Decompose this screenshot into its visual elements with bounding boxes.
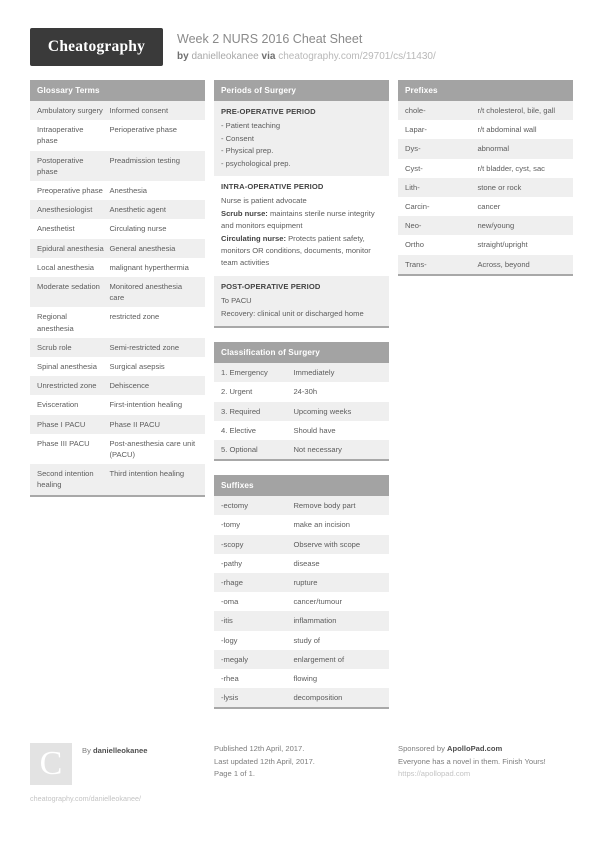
table-cell-definition: Dehiscence xyxy=(109,381,150,391)
table-cell-definition: study of xyxy=(293,635,321,645)
period-line: Recovery: clinical unit or discharged home xyxy=(221,308,364,318)
suffixes-rows xyxy=(214,496,389,707)
table-cell-definition: Post-anesthesia care unit (PACU) xyxy=(109,438,196,460)
table-cell-definition: cancer xyxy=(477,202,501,212)
footer-by-label: By xyxy=(82,746,91,756)
table-cell-term: -ectomy xyxy=(221,501,249,511)
table-cell-term: Carcin- xyxy=(405,202,430,212)
table-cell-term: -pathy xyxy=(221,558,243,568)
period-line: - Consent xyxy=(221,133,254,143)
footer-sponsor-url[interactable]: https://apollopad.com xyxy=(398,769,471,779)
period-block xyxy=(214,101,389,176)
table-row xyxy=(398,101,573,120)
prefixes-rows xyxy=(398,101,573,274)
table-cell-definition: Monitored anesthesia care xyxy=(109,282,183,303)
footer-author-text xyxy=(82,743,147,757)
table-cell-term: chole- xyxy=(405,106,426,115)
byline-by-label: by xyxy=(177,51,189,62)
table-cell-definition: new/young xyxy=(477,221,515,231)
table-cell-definition: straight/upright xyxy=(477,240,528,250)
page-footer xyxy=(0,723,600,804)
table-cell-term: Lapar- xyxy=(405,125,427,135)
table-row xyxy=(214,402,389,421)
card-prefixes xyxy=(398,80,573,276)
table-cell-definition: decomposition xyxy=(293,693,343,703)
footer-sponsor xyxy=(398,743,573,756)
table-cell-term: Phase I PACU xyxy=(37,419,86,429)
table-cell-definition: r/t bladder, cyst, sac xyxy=(477,163,545,173)
table-cell-definition: r/t cholesterol, bile, gall xyxy=(477,106,556,115)
footer-sponsor-tagline: Everyone has a novel in them. Finish Yours! xyxy=(398,756,546,766)
table-row xyxy=(214,496,389,515)
table-cell-term: Regional anesthesia xyxy=(37,312,74,333)
card-title-prefixes: Prefixes xyxy=(398,80,573,101)
table-row xyxy=(30,181,205,200)
table-cell-term: Evisceration xyxy=(37,400,79,410)
table-row xyxy=(30,120,205,150)
table-cell-definition: inflammation xyxy=(293,616,337,626)
table-cell-term: Lith- xyxy=(405,182,420,192)
table-row xyxy=(30,151,205,181)
table-cell-term: Intraoperative phase xyxy=(37,125,84,146)
table-cell-term: -rhea xyxy=(221,673,239,683)
table-cell-term: -logy xyxy=(221,635,238,645)
table-cell-definition: General anesthesia xyxy=(109,243,176,253)
byline-via-label: via xyxy=(261,51,276,62)
table-row xyxy=(214,669,389,688)
table-cell-term: -rhage xyxy=(221,577,243,587)
table-row xyxy=(30,239,205,258)
table-cell-definition: Not necessary xyxy=(293,444,342,454)
table-cell-definition: restricted zone xyxy=(109,312,160,322)
period-block xyxy=(214,176,389,276)
classification-rows xyxy=(214,363,389,459)
glossary-rows xyxy=(30,101,205,495)
table-cell-term: Scrub role xyxy=(37,342,72,352)
table-row xyxy=(214,535,389,554)
table-cell-term: Epidural anesthesia xyxy=(37,243,104,253)
table-cell-definition: Surgical asepsis xyxy=(109,362,165,372)
table-row xyxy=(30,464,205,494)
table-row xyxy=(214,611,389,630)
table-row xyxy=(398,197,573,216)
table-row xyxy=(30,200,205,219)
avatar: C xyxy=(30,743,72,785)
table-row xyxy=(214,650,389,669)
header-text-group xyxy=(177,28,436,63)
table-row xyxy=(398,159,573,178)
table-cell-term: -megaly xyxy=(221,654,249,664)
table-cell-term: Dys- xyxy=(405,144,421,154)
table-cell-term: Ambulatory surgery xyxy=(37,106,103,115)
table-cell-definition: make an incision xyxy=(293,520,350,530)
table-cell-term: -itis xyxy=(221,616,233,626)
table-cell-term: Second intention healing xyxy=(37,469,94,490)
periods-blocks xyxy=(214,101,389,326)
table-row xyxy=(214,440,389,459)
table-cell-term: Postoperative phase xyxy=(37,155,84,176)
card-title-periods-of-surgery: Periods of Surgery xyxy=(214,80,389,101)
table-cell-term: -scopy xyxy=(221,539,244,549)
table-cell-definition: rupture xyxy=(293,577,318,587)
byline-url[interactable]: cheatography.com/29701/cs/11430/ xyxy=(278,51,436,62)
table-row xyxy=(398,216,573,235)
table-cell-definition: Anesthetic agent xyxy=(109,205,167,215)
table-row xyxy=(30,434,205,464)
table-row xyxy=(30,395,205,414)
table-cell-definition: Upcoming weeks xyxy=(293,406,352,416)
table-cell-definition: enlargement of xyxy=(293,654,345,664)
table-cell-definition: flowing xyxy=(293,673,318,683)
table-row xyxy=(30,101,205,120)
table-row xyxy=(214,688,389,707)
table-row xyxy=(214,421,389,440)
footer-sponsor-column xyxy=(398,743,573,804)
table-cell-definition: Informed consent xyxy=(109,106,169,115)
table-cell-definition: Phase II PACU xyxy=(109,419,160,429)
byline-author[interactable]: danielleokanee xyxy=(191,51,259,62)
table-row xyxy=(30,219,205,238)
table-row xyxy=(30,415,205,434)
table-cell-term: 5. Optional xyxy=(221,444,258,454)
table-cell-definition: First-intention healing xyxy=(109,400,183,410)
table-cell-term: Moderate sedation xyxy=(37,282,100,292)
table-cell-definition: Across, beyond xyxy=(477,259,530,269)
period-heading: POST-OPERATIVE PERIOD xyxy=(221,281,321,291)
table-cell-term: Preoperative phase xyxy=(37,186,103,196)
page-header xyxy=(0,0,600,66)
footer-author-name[interactable]: danielleokanee xyxy=(93,746,148,756)
table-cell-definition: stone or rock xyxy=(477,182,522,192)
table-cell-term: -lysis xyxy=(221,693,239,703)
table-row xyxy=(30,258,205,277)
table-cell-term: Local anesthesia xyxy=(37,262,94,272)
table-cell-term: Trans- xyxy=(405,259,427,269)
table-cell-definition: 24-30h xyxy=(293,387,318,397)
table-row xyxy=(214,515,389,534)
footer-sponsor-prefix: Sponsored by xyxy=(398,744,445,754)
table-row xyxy=(214,631,389,650)
period-line: Circulating nurse: Protects patient safety, monitors OR conditions, documents, monitor team activities xyxy=(221,233,371,268)
table-row xyxy=(214,382,389,401)
footer-author xyxy=(30,743,205,785)
footer-publish-column xyxy=(214,743,389,804)
table-row xyxy=(398,255,573,274)
period-line: Scrub nurse: maintains sterile nurse integrity and monitors equipment xyxy=(221,208,375,231)
table-row xyxy=(398,178,573,197)
period-heading: INTRA-OPERATIVE PERIOD xyxy=(221,182,324,192)
table-cell-term: 3. Required xyxy=(221,406,261,416)
footer-pages: Page 1 of 1. xyxy=(214,769,255,779)
table-cell-term: 2. Urgent xyxy=(221,387,253,397)
table-cell-term: 1. Emergency xyxy=(221,368,268,378)
table-cell-definition: Observe with scope xyxy=(293,539,361,549)
period-line: - Physical prep. xyxy=(221,146,274,156)
table-cell-term: Cyst- xyxy=(405,163,423,173)
column-3 xyxy=(398,80,573,290)
table-cell-term: Phase III PACU xyxy=(37,438,90,448)
table-cell-definition: Anesthesia xyxy=(109,186,148,196)
card-title-glossary-terms: Glossary Terms xyxy=(30,80,205,101)
card-periods-of-surgery xyxy=(214,80,389,328)
cheatography-logo[interactable] xyxy=(30,28,163,66)
table-row xyxy=(214,573,389,592)
table-cell-term: -tomy xyxy=(221,520,240,530)
content-columns xyxy=(0,66,600,723)
table-cell-definition: Should have xyxy=(293,425,336,435)
table-cell-term: Spinal anesthesia xyxy=(37,362,97,372)
table-cell-term: Neo- xyxy=(405,221,422,231)
table-cell-term: Ortho xyxy=(405,240,424,250)
table-cell-definition: Third intention healing xyxy=(109,469,185,479)
byline xyxy=(177,50,436,63)
footer-published: Published 12th April, 2017. xyxy=(214,744,305,754)
table-cell-definition: r/t abdominal wall xyxy=(477,125,537,135)
table-row xyxy=(214,554,389,573)
table-cell-definition: cancer/tumour xyxy=(293,597,342,607)
period-line: Nurse is patient advocate xyxy=(221,196,307,206)
table-row xyxy=(30,357,205,376)
table-row xyxy=(30,277,205,307)
table-row xyxy=(398,235,573,254)
table-row xyxy=(30,338,205,357)
period-line: - Patient teaching xyxy=(221,121,281,131)
table-cell-definition: Immediately xyxy=(293,368,335,378)
period-line: - psychological prep. xyxy=(221,158,291,168)
table-row xyxy=(30,376,205,395)
column-2 xyxy=(214,80,389,723)
table-cell-definition: Circulating nurse xyxy=(109,224,167,234)
table-cell-definition: abnormal xyxy=(477,144,510,154)
table-cell-definition: malignant hyperthermia xyxy=(109,262,189,272)
table-cell-definition: Semi-restricted zone xyxy=(109,342,180,352)
table-cell-definition: disease xyxy=(293,558,320,568)
table-row xyxy=(30,307,205,337)
table-row xyxy=(398,139,573,158)
period-heading: PRE-OPERATIVE PERIOD xyxy=(221,107,316,116)
table-row xyxy=(398,120,573,139)
card-glossary-terms xyxy=(30,80,205,497)
card-classification-of-surgery xyxy=(214,342,389,461)
table-row xyxy=(214,592,389,611)
table-cell-term: Anesthetist xyxy=(37,224,75,234)
page-title: Week 2 NURS 2016 Cheat Sheet xyxy=(177,32,363,46)
card-title-classification-of-surgery: Classification of Surgery xyxy=(214,342,389,363)
table-cell-term: Unrestricted zone xyxy=(37,381,97,391)
table-cell-definition: Preadmission testing xyxy=(109,155,180,165)
card-suffixes xyxy=(214,475,389,709)
period-line: To PACU xyxy=(221,296,252,306)
period-block xyxy=(214,276,389,326)
table-cell-term: 4. Elective xyxy=(221,425,257,435)
table-row xyxy=(214,363,389,382)
logo-text: Cheatography xyxy=(47,38,146,55)
footer-updated: Last updated 12th April, 2017. xyxy=(214,756,315,766)
table-cell-definition: Remove body part xyxy=(293,501,356,511)
footer-author-url[interactable]: cheatography.com/danielleokanee/ xyxy=(30,794,141,804)
table-cell-term: -oma xyxy=(221,597,239,607)
footer-author-column xyxy=(30,743,205,804)
column-1 xyxy=(30,80,205,511)
card-title-suffixes: Suffixes xyxy=(214,475,389,496)
table-cell-term: Anesthesiologist xyxy=(37,205,93,215)
footer-sponsor-name[interactable]: ApolloPad.com xyxy=(447,744,503,754)
table-cell-definition: Perioperative phase xyxy=(109,125,177,135)
